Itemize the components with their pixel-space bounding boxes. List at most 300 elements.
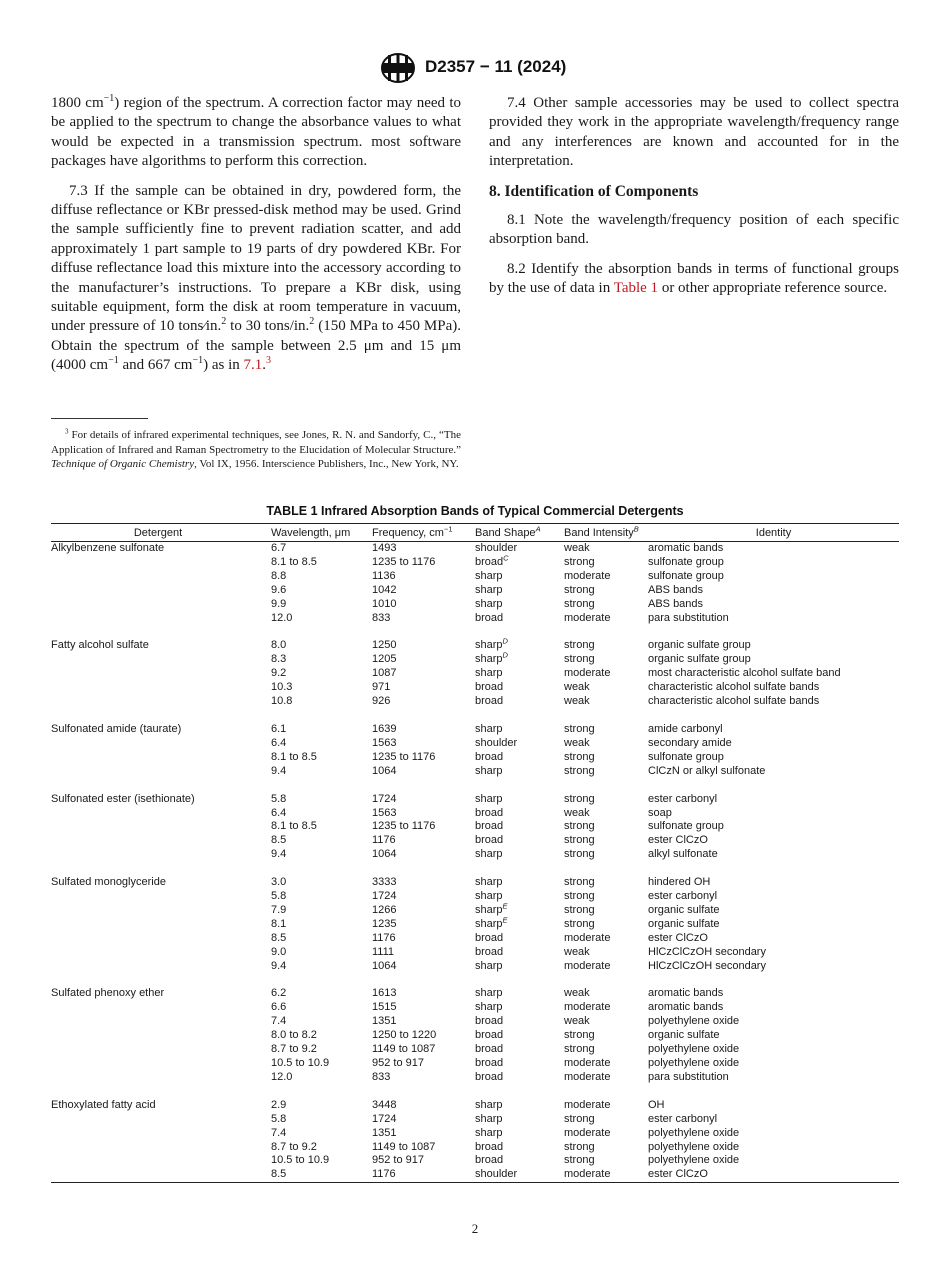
cell-frequency [372,1127,475,1141]
cell-wavelength-text: 3.0 [271,876,287,889]
cell-frequency [372,1029,475,1043]
cell-band-intensity-text: weak [564,987,590,1000]
cell-frequency [372,570,475,584]
cell-frequency-text: 1266 [372,903,397,916]
cell-band-intensity-text: weak [564,945,590,958]
cell-band-shape [475,570,564,584]
cell-band-intensity [564,807,648,821]
cell-band-intensity [564,1099,648,1113]
cell-wavelength-text: 9.0 [271,945,287,958]
text-span: 7.3 If the sample can be obtained in dry, powdered form, the diffuse reflectance or KBr pressed-disk method may be used. Grind the sample sufficiently fine to prevent radiation scatter, and add approximately 1 part sample to 19 parts of dry powdered KBr. For diffuse reflectance load this mixture into the accessory according to the manufacturer’s instructions. To prepare a KBr disk, using suitable equipment, form the disk at room temperature in vacuum, under pressure of 10 tons⁄in. [51,182,461,335]
cell-wavelength-text: 8.8 [271,569,287,582]
cell-identity [648,584,899,598]
cell-identity [648,946,899,960]
cell-band-intensity-text: moderate [564,1126,611,1139]
cell-identity [648,765,899,779]
cell-band-shape-text: sharp [475,1112,503,1125]
left-column [51,94,461,386]
cell-wavelength-text: 2.9 [271,1098,287,1111]
cell-band-intensity [564,1015,648,1029]
header-frequency [372,524,475,542]
cell-frequency-text: 1235 [372,917,397,930]
footnote-ref-3[interactable]: 3 [266,355,272,367]
cell-identity [648,1113,899,1127]
cell-band-shape-text: sharp [475,917,503,930]
cell-frequency [372,542,475,556]
cell-band-intensity [564,765,648,779]
cell-band-intensity-text: strong [564,792,595,805]
cell-identity-text: HlCzClCzOH secondary [648,945,766,958]
astm-logo-icon [380,52,416,84]
cell-wavelength [265,556,372,570]
cell-band-shape [475,876,564,890]
cell-detergent [51,653,265,667]
cell-detergent [51,1168,265,1182]
cell-identity [648,667,899,681]
cell-band-intensity [564,987,648,1001]
cell-band-intensity [564,695,648,709]
cell-wavelength-text: 8.1 to 8.5 [271,555,317,568]
cell-band-shape-text: shoulder [475,736,518,749]
cell-band-shape [475,834,564,848]
header-identity: Identity [648,524,899,542]
cell-band-shape [475,1141,564,1155]
cell-identity [648,556,899,570]
cell-band-intensity [564,1141,648,1155]
cell-frequency-text: 1149 to 1087 [372,1043,436,1056]
header-band-intensity [564,524,648,542]
cell-identity-text: organic sulfate group [648,653,751,666]
table-row [51,612,899,626]
cell-wavelength-text: 9.9 [271,597,287,610]
table-row [51,807,899,821]
cell-frequency-text: 926 [372,695,391,708]
cell-identity-text: aromatic bands [648,542,724,554]
table-row [51,1029,899,1043]
cell-band-shape-text: broad [475,1057,504,1069]
cell-band-shape [475,553,564,570]
cell-wavelength [265,542,372,556]
cell-identity [648,1168,899,1182]
cell-wavelength [265,807,372,821]
cell-band-intensity [564,1043,648,1057]
cell-band-shape [475,807,564,821]
cell-band-shape-text: broad [475,1029,504,1042]
paragraph-7-3 [51,182,461,376]
cell-wavelength [265,904,372,918]
table-row [51,946,899,960]
paragraph-8-2 [489,260,899,299]
cell-identity [648,1127,899,1141]
table-row [51,723,899,737]
table-row [51,542,899,556]
cell-band-shape [475,1015,564,1029]
cell-band-intensity-text: moderate [564,1057,611,1069]
cell-band-shape [475,612,564,626]
table-row [51,890,899,904]
cell-identity [648,793,899,807]
superscript: −1 [108,355,119,367]
cell-band-intensity-text: weak [564,1015,590,1028]
footnote-superscript: D [502,636,508,646]
cell-band-intensity-text: strong [564,555,595,568]
cell-wavelength-text: 10.8 [271,695,293,708]
cell-band-intensity-text: weak [564,736,590,749]
cell-band-intensity [564,681,648,695]
cell-frequency-text: 1724 [372,792,397,805]
superscript: −1 [443,523,453,533]
table-row [51,765,899,779]
cell-wavelength-text: 9.4 [271,959,287,972]
cell-wavelength-text: 6.7 [271,542,287,554]
cell-wavelength [265,946,372,960]
superscript: B [633,523,639,533]
text-span: ) region of the spectrum. A correction factor may need to be applied to the spectrum to change the absorbance values to what would be expected in a transmission spectrum. most software packages have algorithms to perform this correction. [51,95,461,170]
table-row [51,1001,899,1015]
table-spacer-row [51,1085,899,1099]
cell-wavelength [265,918,372,932]
text-italic: Technique of Organic Chemistry [51,458,195,471]
cell-frequency-text: 1493 [372,542,397,554]
cell-identity-text: characteristic alcohol sulfate bands [648,681,820,694]
cell-band-shape-text: shoulder [475,542,518,554]
cell-frequency-text: 1235 to 1176 [372,555,436,568]
table-row [51,1043,899,1057]
footnote-superscript: E [502,901,508,911]
table-row [51,751,899,765]
cell-detergent [51,584,265,598]
cell-identity [648,890,899,904]
superscript: 2 [309,316,315,328]
cell-band-intensity-text: moderate [564,569,611,582]
cell-frequency-text: 1064 [372,848,397,861]
table-row [51,876,899,890]
cell-band-shape-text: broad [475,806,504,819]
cell-band-intensity [564,723,648,737]
cell-wavelength [265,876,372,890]
cell-frequency [372,1001,475,1015]
cell-band-shape [475,695,564,709]
header-text: Band Intensity [564,526,634,539]
cell-wavelength-text: 7.9 [271,903,287,916]
cell-wavelength-text: 6.2 [271,987,287,1000]
cell-detergent [51,834,265,848]
cell-wavelength [265,1057,372,1071]
cell-identity [648,1015,899,1029]
cell-band-shape [475,987,564,1001]
cell-wavelength-text: 6.1 [271,722,287,735]
cell-band-intensity [564,1113,648,1127]
cell-band-shape-text: sharp [475,764,503,777]
cell-identity [648,987,899,1001]
cell-identity [648,1043,899,1057]
table-row [51,639,899,653]
cell-identity-text: ester carbonyl [648,792,718,805]
cell-band-intensity-text: moderate [564,1168,611,1181]
cell-wavelength [265,598,372,612]
cell-band-intensity-text: moderate [564,611,611,624]
footnote-superscript: C [503,553,509,563]
cell-band-intensity [564,890,648,904]
cell-identity [648,751,899,765]
text-span: (150 MPa to 450 MPa). Obtain the spectrum of the sample between 2.5 μm and 15 μm (4000 cm [51,318,461,374]
cell-band-shape [475,765,564,779]
cell-frequency-text: 833 [372,1070,391,1083]
cell-detergent [51,807,265,821]
cell-frequency [372,584,475,598]
cell-band-intensity-text: strong [564,583,595,596]
table-row [51,820,899,834]
cell-identity [648,807,899,821]
cell-identity-text: alkyl sulfonate [648,848,718,861]
section-link-7-1[interactable]: 7.1 [243,357,263,374]
cell-identity [648,1154,899,1168]
cell-detergent [51,681,265,695]
cell-wavelength [265,834,372,848]
cell-frequency-text: 1205 [372,653,397,666]
right-column [489,94,899,309]
cell-band-shape [475,1029,564,1043]
spacer-cell [51,862,899,876]
table-row [51,1113,899,1127]
cell-wavelength-text: 9.2 [271,667,287,680]
cell-identity-text: organic sulfate group [648,639,751,652]
cell-band-shape-text: broad [475,1070,504,1083]
cell-band-shape [475,1071,564,1085]
cell-identity-text: ABS bands [648,583,704,596]
cell-identity [648,598,899,612]
cell-wavelength-text: 6.6 [271,1001,287,1014]
cell-frequency-text: 1250 [372,639,397,652]
cell-identity [648,1141,899,1155]
cell-identity-text: sulfonate group [648,569,724,582]
cell-band-intensity-text: moderate [564,959,611,972]
cell-band-intensity [564,667,648,681]
cell-band-shape-text: sharp [475,1001,503,1014]
table-row [51,793,899,807]
cell-wavelength [265,848,372,862]
spacer-cell [51,779,899,793]
detergent-table [51,523,899,1183]
cell-frequency [372,612,475,626]
cell-band-shape [475,820,564,834]
cell-wavelength-text: 8.5 [271,931,287,944]
cell-band-shape-text: broad [475,931,504,944]
cell-band-intensity [564,820,648,834]
cell-band-shape [475,584,564,598]
cell-frequency [372,1168,475,1182]
cell-identity [648,612,899,626]
cell-band-shape-text: broad [475,820,504,833]
cell-band-shape-text: sharp [475,722,503,735]
cell-band-shape-text: sharp [475,903,503,916]
cell-band-shape-text: sharp [475,569,503,582]
cell-identity-text: polyethylene oxide [648,1126,740,1139]
cell-identity [648,1099,899,1113]
section-heading: 8. Identification of Components [489,182,699,200]
cell-band-intensity-text: strong [564,834,595,847]
cell-detergent [51,960,265,974]
cell-band-intensity-text: strong [564,1154,595,1167]
cell-band-intensity [564,918,648,932]
header-band-shape [475,524,564,542]
cell-band-intensity-text: strong [564,848,595,861]
cell-band-intensity [564,598,648,612]
cell-frequency [372,737,475,751]
cell-frequency [372,681,475,695]
cell-band-shape-text: broad [475,750,504,763]
cell-band-intensity-text: moderate [564,931,611,944]
cell-frequency [372,932,475,946]
cell-frequency-text: 1064 [372,959,397,972]
cell-frequency-text: 1515 [372,1001,397,1014]
header-text: Frequency, cm [372,526,444,539]
cell-frequency [372,723,475,737]
cell-band-intensity [564,834,648,848]
cell-band-shape-text: sharp [475,1126,503,1139]
header-detergent: Detergent [51,524,265,542]
cell-band-shape-text: sharp [475,959,503,972]
cell-detergent [51,1043,265,1057]
cell-detergent [51,542,265,556]
cell-band-intensity [564,737,648,751]
cell-frequency-text: 1563 [372,736,397,749]
footnote [51,428,461,472]
document-id: D2357 − 11 (2024) [425,57,567,76]
cell-band-intensity-text: strong [564,876,595,889]
cell-band-intensity [564,653,648,667]
cell-frequency [372,1015,475,1029]
cell-band-intensity [564,751,648,765]
footnote-superscript: D [502,650,508,660]
cell-identity-text: OH [648,1098,665,1111]
cell-wavelength [265,1071,372,1085]
cell-identity-text: ester ClCzO [648,1168,708,1181]
cell-frequency-text: 952 to 917 [372,1154,424,1167]
cell-identity-text: sulfonate group [648,555,724,568]
cell-band-intensity [564,876,648,890]
cell-identity-text: sulfonate group [648,820,724,833]
cell-detergent [51,820,265,834]
cell-wavelength-text: 6.4 [271,736,287,749]
cell-frequency-text: 1613 [372,987,397,1000]
table-row [51,1127,899,1141]
page-header [0,52,950,86]
cell-detergent-text: Ethoxylated fatty acid [51,1098,156,1111]
cell-wavelength [265,1015,372,1029]
cell-identity [648,653,899,667]
cell-frequency-text: 3448 [372,1098,397,1111]
table-row [51,834,899,848]
cell-frequency [372,793,475,807]
cell-band-intensity-text: strong [564,917,595,930]
cell-identity-text: aromatic bands [648,987,724,1000]
cell-band-shape-text: sharp [475,848,503,861]
cell-frequency-text: 1235 to 1176 [372,750,436,763]
cell-frequency-text: 3333 [372,876,397,889]
cell-wavelength [265,960,372,974]
cell-wavelength-text: 7.4 [271,1015,287,1028]
cell-identity-text: polyethylene oxide [648,1057,740,1069]
cell-frequency-text: 1111 [372,945,395,958]
header-text: Band Shape [475,526,536,539]
cell-frequency [372,556,475,570]
cell-detergent [51,890,265,904]
cell-band-intensity [564,1154,648,1168]
table-1-link[interactable]: Table 1 [613,280,659,297]
table-row [51,1057,899,1071]
cell-identity-text: hindered OH [648,876,711,889]
cell-frequency-text: 1639 [372,722,397,735]
cell-frequency [372,598,475,612]
cell-frequency-text: 1010 [372,597,397,610]
cell-identity [648,918,899,932]
cell-identity [648,960,899,974]
table-row [51,1015,899,1029]
cell-wavelength-text: 8.7 to 9.2 [271,1140,317,1153]
cell-band-shape-text: sharp [475,639,503,652]
cell-frequency-text: 1724 [372,1112,397,1125]
cell-band-shape [475,737,564,751]
cell-frequency [372,667,475,681]
cell-identity [648,848,899,862]
table-row [51,1071,899,1085]
cell-wavelength [265,820,372,834]
cell-frequency-text: 1235 to 1176 [372,820,436,833]
cell-band-shape-text: broad [475,611,504,624]
cell-band-intensity-text: strong [564,597,595,610]
table-row [51,1154,899,1168]
cell-identity-text: HlCzClCzOH secondary [648,959,766,972]
cell-detergent [51,1099,265,1113]
cell-band-shape [475,1043,564,1057]
cell-wavelength-text: 10.3 [271,681,293,694]
cell-detergent [51,848,265,862]
cell-band-shape [475,1099,564,1113]
cell-band-shape [475,932,564,946]
cell-identity [648,904,899,918]
cell-wavelength [265,570,372,584]
table-title: TABLE 1 Infrared Absorption Bands of Typical Commercial Detergents [266,504,684,518]
cell-wavelength [265,1141,372,1155]
cell-frequency [372,751,475,765]
cell-frequency [372,820,475,834]
cell-identity [648,737,899,751]
cell-band-intensity-text: strong [564,1043,595,1056]
table-row [51,987,899,1001]
cell-wavelength [265,737,372,751]
cell-wavelength [265,890,372,904]
table-row [51,737,899,751]
cell-wavelength [265,1043,372,1057]
text-span: 8.2 Identify the absorption bands in terms of functional groups by the use of data in [489,260,899,297]
table-row [51,960,899,974]
cell-frequency [372,653,475,667]
table-row [51,584,899,598]
cell-detergent [51,1001,265,1015]
cell-band-shape-text: broad [475,555,504,568]
cell-detergent [51,1154,265,1168]
cell-identity-text: ester carbonyl [648,1112,718,1125]
text-span: 1800 cm [51,95,104,111]
cell-band-intensity-text: weak [564,695,590,708]
cell-frequency-text: 1176 [372,834,396,847]
cell-band-intensity-text: moderate [564,1098,611,1111]
cell-detergent [51,1015,265,1029]
cell-band-intensity-text: strong [564,764,595,777]
cell-identity-text: sulfonate group [648,750,724,763]
cell-band-intensity-text: moderate [564,1070,611,1083]
